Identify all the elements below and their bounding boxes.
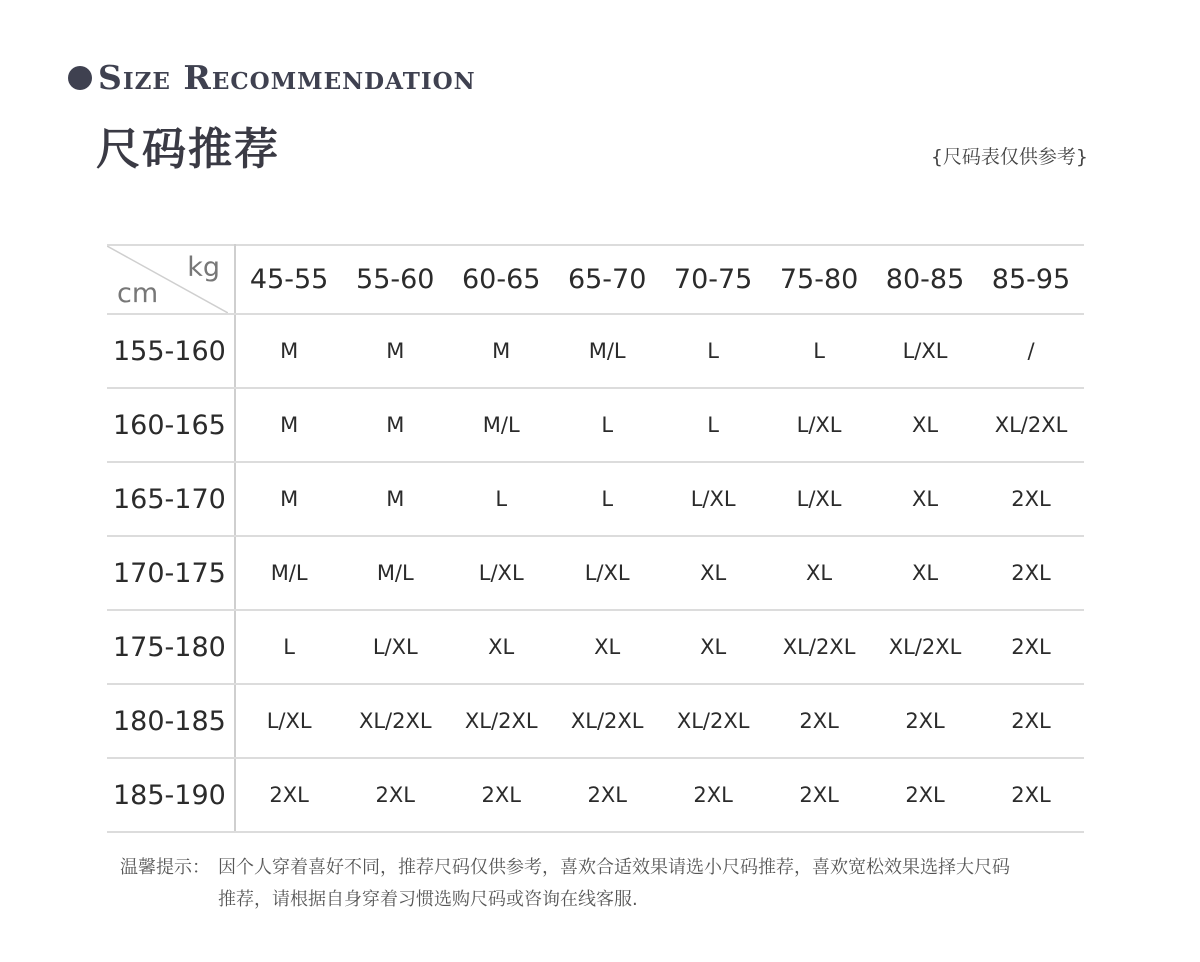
tip-label: 温馨提示： <box>120 857 210 878</box>
size-cell: 2XL <box>554 758 660 832</box>
table-row <box>107 314 1084 388</box>
size-cell: 2XL <box>766 684 872 758</box>
size-cell: 2XL <box>342 758 448 832</box>
tip-line-2: 推荐，请根据自身穿着习惯选购尺码或咨询在线客服. <box>218 889 638 910</box>
size-cell: 2XL <box>448 758 554 832</box>
size-cell: L <box>660 388 766 462</box>
weight-header-cell: 70-75 <box>660 245 766 314</box>
size-cell: XL <box>766 536 872 610</box>
size-cell: XL <box>554 610 660 684</box>
size-cell: M/L <box>342 536 448 610</box>
title-en: Size Recommendation <box>98 58 476 97</box>
size-cell: XL/2XL <box>766 610 872 684</box>
size-cell: L/XL <box>342 610 448 684</box>
size-cell: XL/2XL <box>872 610 978 684</box>
size-cell: XL/2XL <box>554 684 660 758</box>
size-cell: / <box>978 314 1084 388</box>
height-cell: 165-170 <box>107 462 235 536</box>
size-cell: M <box>448 314 554 388</box>
reference-note: {尺码表仅供参考} <box>930 146 1088 168</box>
tip-note <box>120 852 1080 916</box>
size-cell: 2XL <box>978 462 1084 536</box>
size-cell: XL <box>660 536 766 610</box>
corner-kg-label: kg <box>187 252 220 283</box>
corner-cm-label: cm <box>117 278 159 309</box>
size-cell: M <box>342 462 448 536</box>
size-cell: M <box>342 314 448 388</box>
size-cell: 2XL <box>660 758 766 832</box>
size-cell: XL/2XL <box>978 388 1084 462</box>
size-cell: M <box>235 314 342 388</box>
size-cell: 2XL <box>978 610 1084 684</box>
size-cell: M <box>235 388 342 462</box>
table-row <box>107 758 1084 832</box>
size-cell: L <box>766 314 872 388</box>
table-row <box>107 462 1084 536</box>
size-cell: M/L <box>448 388 554 462</box>
size-cell: M/L <box>554 314 660 388</box>
size-cell: L/XL <box>766 388 872 462</box>
corner-cell <box>107 245 235 314</box>
title-cn: 尺码推荐 <box>96 124 280 175</box>
size-cell: M <box>342 388 448 462</box>
bullet-dot-icon <box>68 66 92 90</box>
size-cell: XL <box>872 536 978 610</box>
tip-line-1: 因个人穿着喜好不同，推荐尺码仅供参考，喜欢合适效果请选小尺码推荐，喜欢宽松效果选择大尺码 <box>218 857 1010 878</box>
size-cell: L/XL <box>448 536 554 610</box>
size-cell: L <box>235 610 342 684</box>
size-cell: L/XL <box>554 536 660 610</box>
size-chart-table <box>107 244 1084 833</box>
weight-header-cell: 45-55 <box>235 245 342 314</box>
size-cell: 2XL <box>872 684 978 758</box>
table-row <box>107 684 1084 758</box>
size-table-body <box>107 314 1084 832</box>
size-cell: M/L <box>235 536 342 610</box>
size-cell: L/XL <box>766 462 872 536</box>
size-cell: M <box>235 462 342 536</box>
table-row <box>107 388 1084 462</box>
size-cell: L/XL <box>660 462 766 536</box>
height-cell: 160-165 <box>107 388 235 462</box>
weight-header-cell: 55-60 <box>342 245 448 314</box>
size-cell: 2XL <box>235 758 342 832</box>
height-cell: 155-160 <box>107 314 235 388</box>
size-cell: L/XL <box>872 314 978 388</box>
weight-header-cell: 85-95 <box>978 245 1084 314</box>
size-cell: 2XL <box>978 536 1084 610</box>
size-cell: L <box>554 388 660 462</box>
size-cell: XL <box>872 462 978 536</box>
weight-header-cell: 65-70 <box>554 245 660 314</box>
weight-header-row <box>107 245 1084 314</box>
height-cell: 185-190 <box>107 758 235 832</box>
size-cell: 2XL <box>766 758 872 832</box>
height-cell: 170-175 <box>107 536 235 610</box>
table-row <box>107 610 1084 684</box>
size-cell: XL/2XL <box>660 684 766 758</box>
size-cell: L/XL <box>235 684 342 758</box>
height-cell: 175-180 <box>107 610 235 684</box>
section-heading-en <box>68 58 476 97</box>
size-cell: 2XL <box>978 684 1084 758</box>
size-cell: XL <box>660 610 766 684</box>
size-cell: XL <box>448 610 554 684</box>
size-cell: 2XL <box>872 758 978 832</box>
height-cell: 180-185 <box>107 684 235 758</box>
size-cell: XL <box>872 388 978 462</box>
size-cell: L <box>660 314 766 388</box>
size-cell: L <box>554 462 660 536</box>
size-cell: 2XL <box>978 758 1084 832</box>
table-row <box>107 536 1084 610</box>
size-cell: XL/2XL <box>342 684 448 758</box>
weight-header-cell: 60-65 <box>448 245 554 314</box>
weight-header-cell: 80-85 <box>872 245 978 314</box>
size-cell: XL/2XL <box>448 684 554 758</box>
weight-header-cell: 75-80 <box>766 245 872 314</box>
size-cell: L <box>448 462 554 536</box>
